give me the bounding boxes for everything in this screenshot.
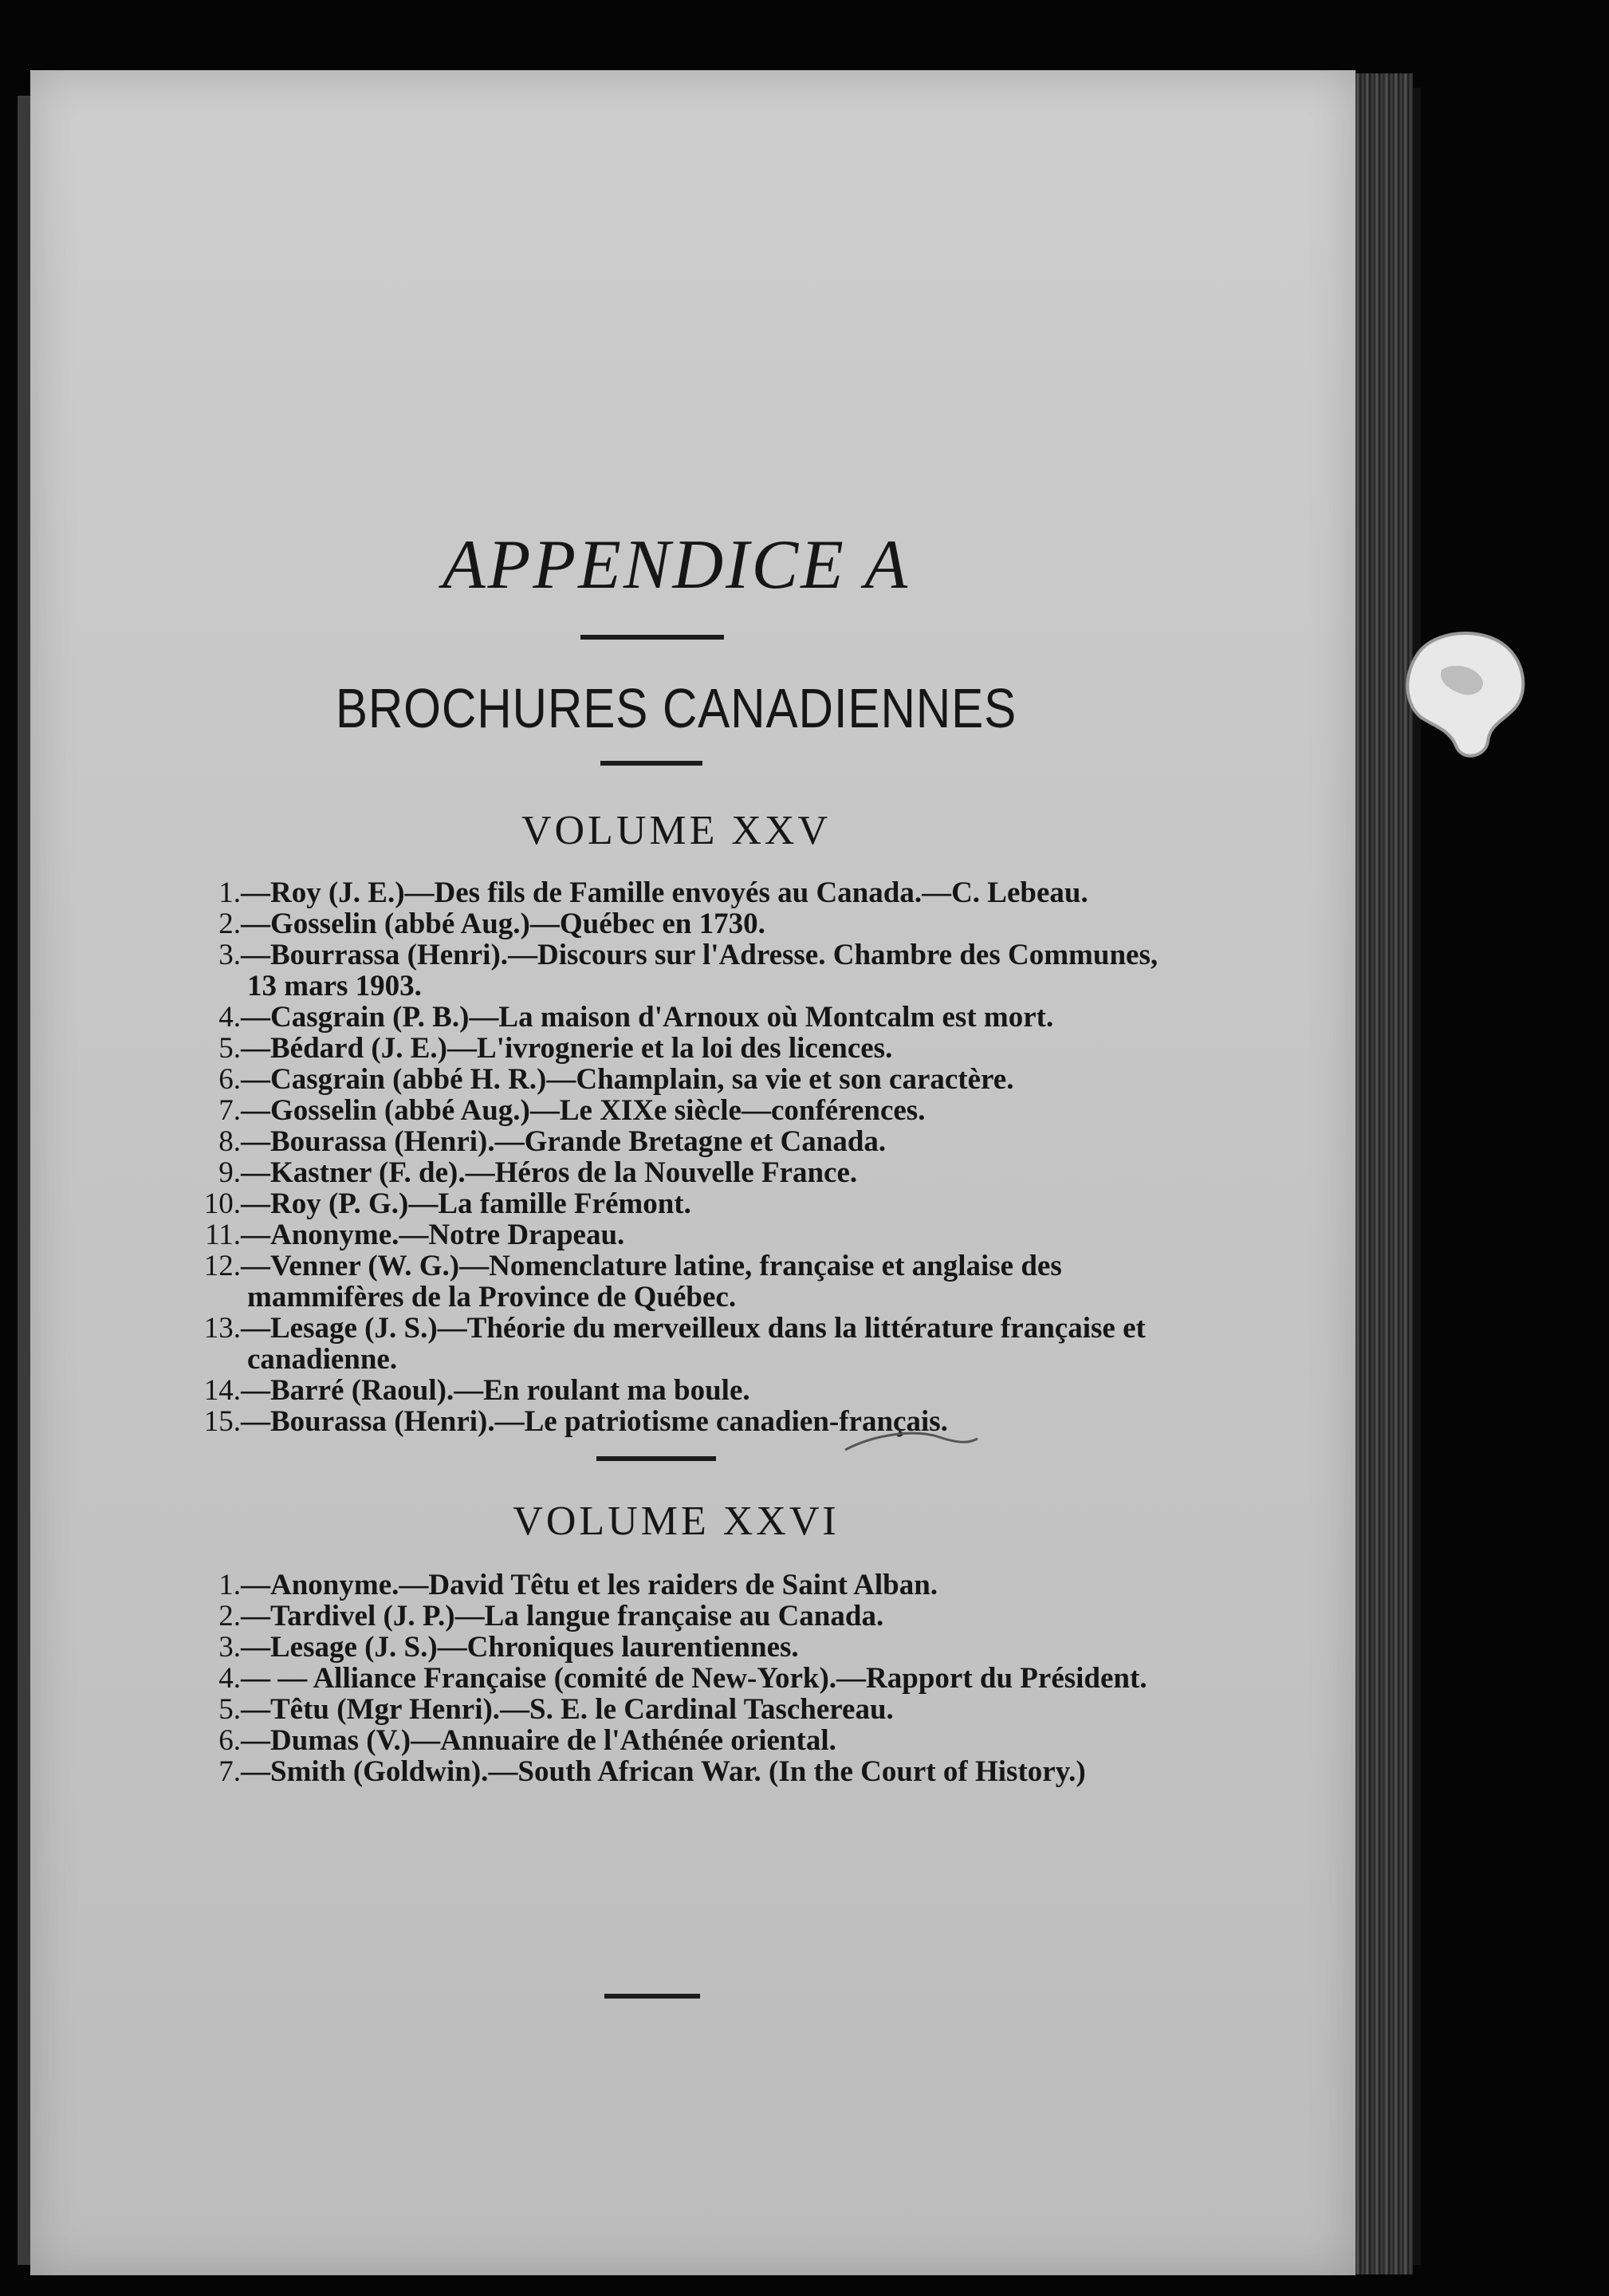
book-page-edges — [1355, 73, 1413, 2274]
list-item — [190, 1375, 1194, 1406]
list-item — [190, 1313, 1194, 1375]
book-left-edge — [18, 96, 30, 2265]
rule-under-appendix-title — [580, 635, 724, 640]
list-item — [190, 1601, 1194, 1632]
item-text: —Kastner (F. de).—Héros de la Nouvelle France. — [241, 1156, 858, 1189]
item-number: 1. — [218, 1569, 241, 1601]
list-item — [190, 908, 1194, 939]
item-number: 2. — [218, 1600, 241, 1632]
volume-heading-xxv: VOLUME XXV — [521, 808, 832, 853]
item-number: 6. — [218, 1724, 241, 1757]
item-number: 4. — [218, 1001, 241, 1034]
item-number: 12. — [203, 1250, 241, 1282]
item-text: —Bourassa (Henri).—Le patriotisme canadien-français. — [241, 1405, 948, 1438]
list-item — [190, 939, 1194, 1002]
item-number: 14. — [203, 1374, 241, 1407]
item-number: 7. — [218, 1755, 241, 1788]
item-number: 11. — [205, 1219, 241, 1251]
item-text: —Anonyme.—David Têtu et les raiders de Saint Alban. — [241, 1569, 938, 1601]
item-text: — — Alliance Française (comité de New-York).—Rapport du Président. — [241, 1662, 1147, 1695]
volume-xxvi-list — [190, 1569, 1194, 1787]
item-text: —Gosselin (abbé Aug.)—Le XIXe siècle—conférences. — [241, 1094, 926, 1127]
item-number: 10. — [203, 1187, 241, 1220]
list-item — [190, 1064, 1194, 1095]
list-item — [190, 1406, 1194, 1437]
list-item — [190, 1725, 1194, 1756]
rule-between-volumes — [596, 1456, 716, 1461]
list-item — [190, 1694, 1194, 1725]
item-number: 5. — [218, 1693, 241, 1726]
item-number: 1. — [218, 876, 241, 909]
list-item — [190, 1157, 1194, 1188]
item-text: —Roy (P. G.)—La famille Frémont. — [241, 1187, 691, 1220]
list-item — [190, 1663, 1194, 1694]
appendix-title: APPENDICE A — [442, 526, 911, 604]
item-text: —Bédard (J. E.)—L'ivrognerie et la loi des licences. — [241, 1032, 893, 1065]
pen-scratch-mark — [844, 1426, 979, 1458]
item-text: —Barré (Raoul).—En roulant ma boule. — [241, 1374, 750, 1407]
paper-damage-spot — [1394, 622, 1536, 764]
list-item — [190, 1095, 1194, 1126]
list-item — [190, 1632, 1194, 1663]
book-page — [30, 70, 1355, 2275]
item-number: 8. — [218, 1125, 241, 1158]
item-text: —Lesage (J. S.)—Chroniques laurentiennes. — [241, 1631, 799, 1664]
item-number: 3. — [218, 939, 241, 971]
item-number: 5. — [218, 1032, 241, 1065]
list-item — [190, 1219, 1194, 1250]
item-number: 2. — [218, 908, 241, 940]
item-text: —Anonyme.—Notre Drapeau. — [241, 1219, 625, 1251]
list-item — [190, 1569, 1194, 1601]
list-item — [190, 1126, 1194, 1157]
list-item — [190, 1033, 1194, 1064]
item-text: —Tardivel (J. P.)—La langue française au Canada. — [241, 1600, 884, 1632]
item-text: —Lesage (J. S.)—Théorie du merveilleux dans la littérature française et canadienne. — [241, 1312, 1146, 1376]
item-number: 7. — [218, 1094, 241, 1127]
item-text: —Casgrain (abbé H. R.)—Champlain, sa vie et son caractère. — [241, 1063, 1014, 1096]
item-text: —Casgrain (P. B.)—La maison d'Arnoux où Montcalm est mort. — [241, 1001, 1054, 1034]
item-number: 4. — [218, 1662, 241, 1695]
list-item — [190, 1756, 1194, 1787]
item-text: —Bourassa (Henri).—Grande Bretagne et Canada. — [241, 1125, 887, 1158]
item-text: —Roy (J. E.)—Des fils de Famille envoyés au Canada.—C. Lebeau. — [241, 876, 1088, 909]
item-text: —Têtu (Mgr Henri).—S. E. le Cardinal Taschereau. — [241, 1693, 894, 1726]
item-number: 15. — [203, 1405, 241, 1438]
book-spine-shadow — [1413, 88, 1421, 2265]
list-item — [190, 1250, 1194, 1313]
volume-xxv-list — [190, 877, 1194, 1437]
item-number: 9. — [218, 1156, 241, 1189]
volume-heading-xxvi: VOLUME XXVI — [513, 1499, 840, 1544]
rule-end — [604, 1994, 700, 1999]
item-text: —Smith (Goldwin).—South African War. (In the Court of History.) — [241, 1755, 1086, 1788]
list-item — [190, 1002, 1194, 1033]
main-heading: BROCHURES CANADIENNES — [335, 677, 1017, 739]
rule-under-main-heading — [600, 761, 702, 766]
item-number: 13. — [203, 1312, 241, 1345]
item-text: —Bourrassa (Henri).—Discours sur l'Adresse. Chambre des Communes, 13 mars 1903. — [241, 939, 1159, 1002]
item-number: 6. — [218, 1063, 241, 1096]
item-text: —Gosselin (abbé Aug.)—Québec en 1730. — [241, 908, 765, 940]
item-number: 3. — [218, 1631, 241, 1664]
item-text: —Venner (W. G.)—Nomenclature latine, française et anglaise des mammifères de la Province de Québec. — [241, 1250, 1062, 1313]
list-item — [190, 877, 1194, 908]
list-item — [190, 1188, 1194, 1219]
item-text: —Dumas (V.)—Annuaire de l'Athénée oriental. — [241, 1724, 836, 1757]
